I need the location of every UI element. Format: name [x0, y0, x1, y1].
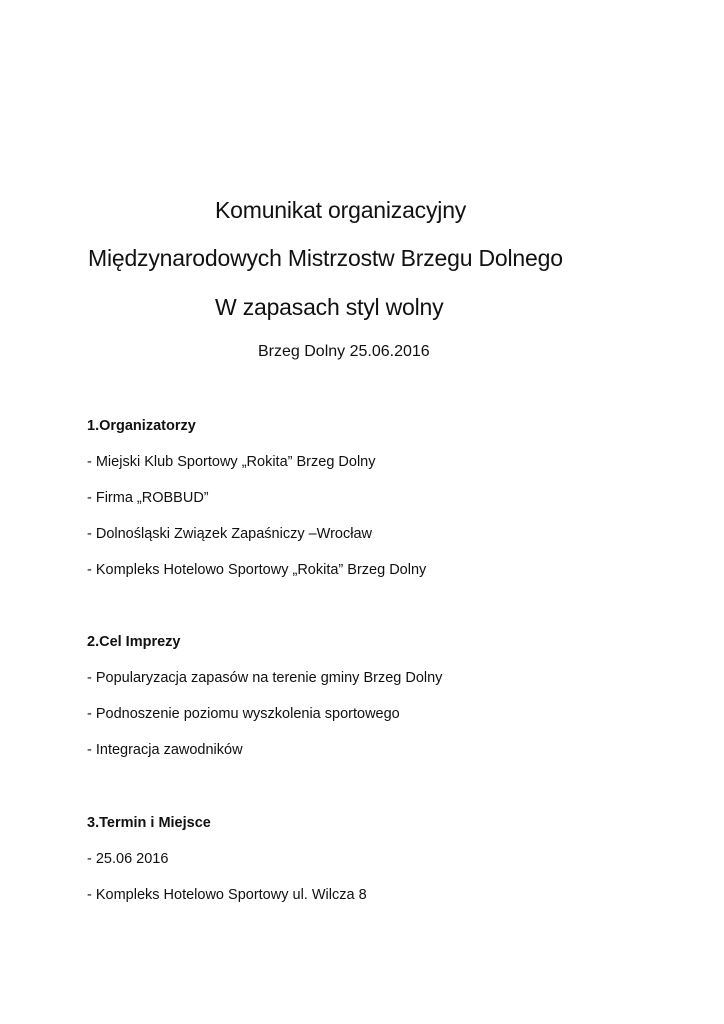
- list-item: - Firma „ROBBUD”: [87, 490, 209, 506]
- list-item: - 25.06 2016: [87, 851, 169, 867]
- page-title: Komunikat organizacyjny: [215, 197, 467, 223]
- list-item: - Miejski Klub Sportowy „Rokita” Brzeg Dolny: [87, 454, 376, 470]
- section-heading-date-place: 3.Termin i Miejsce: [87, 815, 211, 831]
- section-heading-organizers: 1.Organizatorzy: [87, 418, 196, 434]
- page-subtitle: Międzynarodowych Mistrzostw Brzegu Dolnego: [88, 245, 563, 271]
- list-item: - Kompleks Hotelowo Sportowy „Rokita” Brzeg Dolny: [87, 562, 427, 578]
- list-item: - Popularyzacja zapasów na terenie gminy Brzeg Dolny: [87, 670, 443, 686]
- list-item: - Dolnośląski Związek Zapaśniczy –Wrocław: [87, 526, 372, 542]
- list-item: - Kompleks Hotelowo Sportowy ul. Wilcza 8: [87, 887, 367, 903]
- list-item: - Podnoszenie poziomu wyszkolenia sportowego: [87, 706, 400, 722]
- section-heading-purpose: 2.Cel Imprezy: [87, 634, 181, 650]
- page-subtitle-style: W zapasach styl wolny: [215, 294, 444, 320]
- list-item: - Integracja zawodników: [87, 742, 243, 758]
- place-date: Brzeg Dolny 25.06.2016: [258, 343, 430, 360]
